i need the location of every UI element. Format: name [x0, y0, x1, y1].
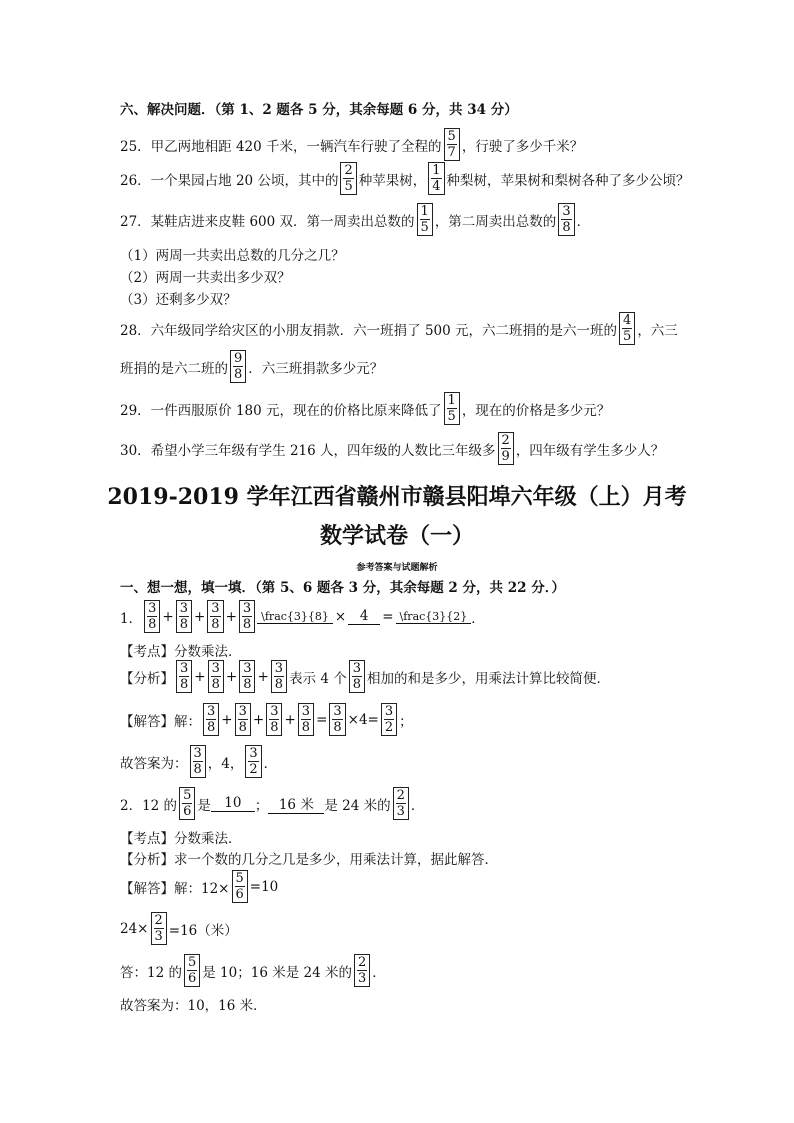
fraction: $\frac{3}{8}$ [271, 660, 287, 693]
answer-q2-line-2: 24× $\frac{2}{3}$ =16（米） [120, 913, 238, 944]
answer-q2-fenxi: 【分析】 求一个数的几分之几是多少，用乘法计算，据此解答． [120, 852, 498, 868]
answer-title-line-2: 数学试卷（一） [319, 523, 474, 549]
answer-blank: 10 [211, 795, 255, 812]
answer-q1-jieda: 【解答】 解： $\frac{3}{8}$ + $\frac{3}{8}$ + $\frac{3}{8}$ + $\frac{3}{8}$ = $\frac{3}{8}$ ×4= $\frac{3}{2}$ ； [120, 704, 413, 735]
question-27-sub-3: （3）还剩多少双？ [120, 292, 237, 308]
fraction: $\frac{5}{7}$ [444, 128, 460, 161]
answer-q2-kaodian: 【考点】 分数乘法． [120, 831, 242, 847]
answer-subtitle: 参考答案与试题解析 [356, 563, 438, 573]
question-26: 26．一个果园占地 20 公顷，其中的 $\frac{2}{5}$ 种苹果树， $\frac{1}{4}$ 种梨树，苹果树和梨树各种了多少公顷？ [120, 163, 690, 194]
fraction: $\frac{3}{8}$ [203, 703, 219, 736]
fraction: $\frac{3}{8}$ [239, 600, 255, 633]
fraction: $\frac{2}{3}$ [354, 954, 370, 987]
fraction: $\frac{3}{8}$ [329, 703, 345, 736]
question-27-sub-1: （1）两周一共卖出总数的几分之几？ [120, 248, 345, 264]
fraction: $\frac{1}{5}$ [444, 392, 460, 425]
fraction: $\frac{9}{8}$ [230, 350, 246, 383]
fraction: $\frac{3}{8}$ [176, 600, 192, 633]
fraction: $\frac{3}{8}$ [298, 703, 314, 736]
question-28-line-1: 28．六年级同学给灾区的小朋友捐款．六一班捐了 500 元，六二班捐的是六一班的 $\frac{4}{5}$ ，六三 [120, 313, 678, 344]
answer-blank: 16 米 [268, 793, 324, 814]
fraction: $\frac{4}{5}$ [619, 312, 635, 345]
question-25: 25．甲乙两地相距 420 千米，一辆汽车行驶了全程的 $\frac{5}{7}$ ，行驶了多少千米？ [120, 129, 584, 160]
fraction: $\frac{1}{4}$ [428, 162, 444, 195]
question-29: 29．一件西服原价 180 元，现在的价格比原来降低了 $\frac{1}{5}$ ，现在的价格是多少元？ [120, 393, 611, 424]
answer-title-line-1: 2019-2019 学年江西省赣州市赣县阳埠六年级（上）月考 [107, 484, 687, 510]
fraction: $\frac{5}{6}$ [232, 870, 248, 903]
fraction: $\frac{3}{8}$ [176, 660, 192, 693]
fraction: $\frac{3}{8}$ [239, 660, 255, 693]
answer-q2-gu: 故答案为：10，16 米． [120, 998, 267, 1014]
fraction: $\frac{2}{5}$ [340, 162, 356, 195]
answer-q2-da: 答：12 的 $\frac{5}{6}$ 是 10；16 米是 24 米的 $\frac{2}{3}$ ． [120, 955, 386, 986]
answer-q1: 1． $\frac{3}{8}$ + $\frac{3}{8}$ + $\frac{3}{8}$ + $\frac{3}{8}$ \frac{3}{8} × 4 = \frac{3}{2} ． [120, 601, 485, 632]
answer-section-header: 一、想一想，填一填．（第 5、6 题各 3 分，其余每题 2 分，共 22 分．） [120, 580, 565, 596]
fraction: $\frac{5}{6}$ [179, 787, 195, 820]
fraction: $\frac{2}{3}$ [151, 912, 167, 945]
fraction: $\frac{3}{2}$ [245, 745, 261, 778]
fraction: $\frac{1}{5}$ [417, 203, 433, 236]
fraction: $\frac{3}{8}$ [266, 703, 282, 736]
answer-q2: 2．12 的 $\frac{5}{6}$ 是 10 ； 16 米 是 24 米的 $\frac{2}{3}$ ． [120, 788, 425, 819]
fraction: $\frac{3}{8}$ [190, 745, 206, 778]
answer-q1-gu: 故答案为： $\frac{3}{8}$ ，4， $\frac{3}{2}$ ． [120, 746, 278, 777]
fraction: $\frac{2}{3}$ [393, 787, 409, 820]
answer-q1-fenxi: 【分析】 $\frac{3}{8}$ + $\frac{3}{8}$ + $\frac{3}{8}$ + $\frac{3}{8}$ 表示 4 个 $\frac{3}{8}$ 相加的和是多少，用乘法计算比较简便． [120, 661, 611, 692]
fraction: $\frac{5}{6}$ [184, 954, 200, 987]
fraction: $\frac{3}{8}$ [208, 660, 224, 693]
fraction: $\frac{3}{8}$ [144, 600, 160, 633]
fraction: $\frac{3}{8}$ [235, 703, 251, 736]
answer-blank: \frac{3}{2} [396, 610, 472, 624]
question-28-line-2: 班捐的是六二班的 $\frac{9}{8}$ ．六三班捐款多少元？ [120, 351, 384, 382]
fraction: $\frac{3}{8}$ [558, 203, 574, 236]
answer-blank: \frac{3}{8} [257, 610, 333, 624]
fraction: $\frac{3}{8}$ [207, 600, 223, 633]
answer-q2-jieda: 【解答】 解：12× $\frac{5}{6}$ =10 [120, 871, 279, 902]
fraction: $\frac{3}{8}$ [349, 660, 365, 693]
answer-blank: 4 [348, 608, 380, 625]
question-27-sub-2: （2）两周一共卖出多少双？ [120, 270, 291, 286]
fraction: $\frac{2}{9}$ [498, 432, 514, 465]
answer-q1-kaodian: 【考点】 分数乘法． [120, 644, 242, 660]
fraction: $\frac{3}{2}$ [381, 703, 397, 736]
question-27: 27．某鞋店进来皮鞋 600 双．第一周卖出总数的 $\frac{1}{5}$ ，第二周卖出总数的 $\frac{3}{8}$ ． [120, 204, 591, 235]
section-header: 六、解决问题．（第 1、2 题各 5 分，其余每题 6 分，共 34 分） [120, 102, 518, 118]
question-30: 30．希望小学三年级有学生 216 人，四年级的人数比三年级多 $\frac{2}{9}$ ，四年级有学生多少人？ [120, 433, 665, 464]
